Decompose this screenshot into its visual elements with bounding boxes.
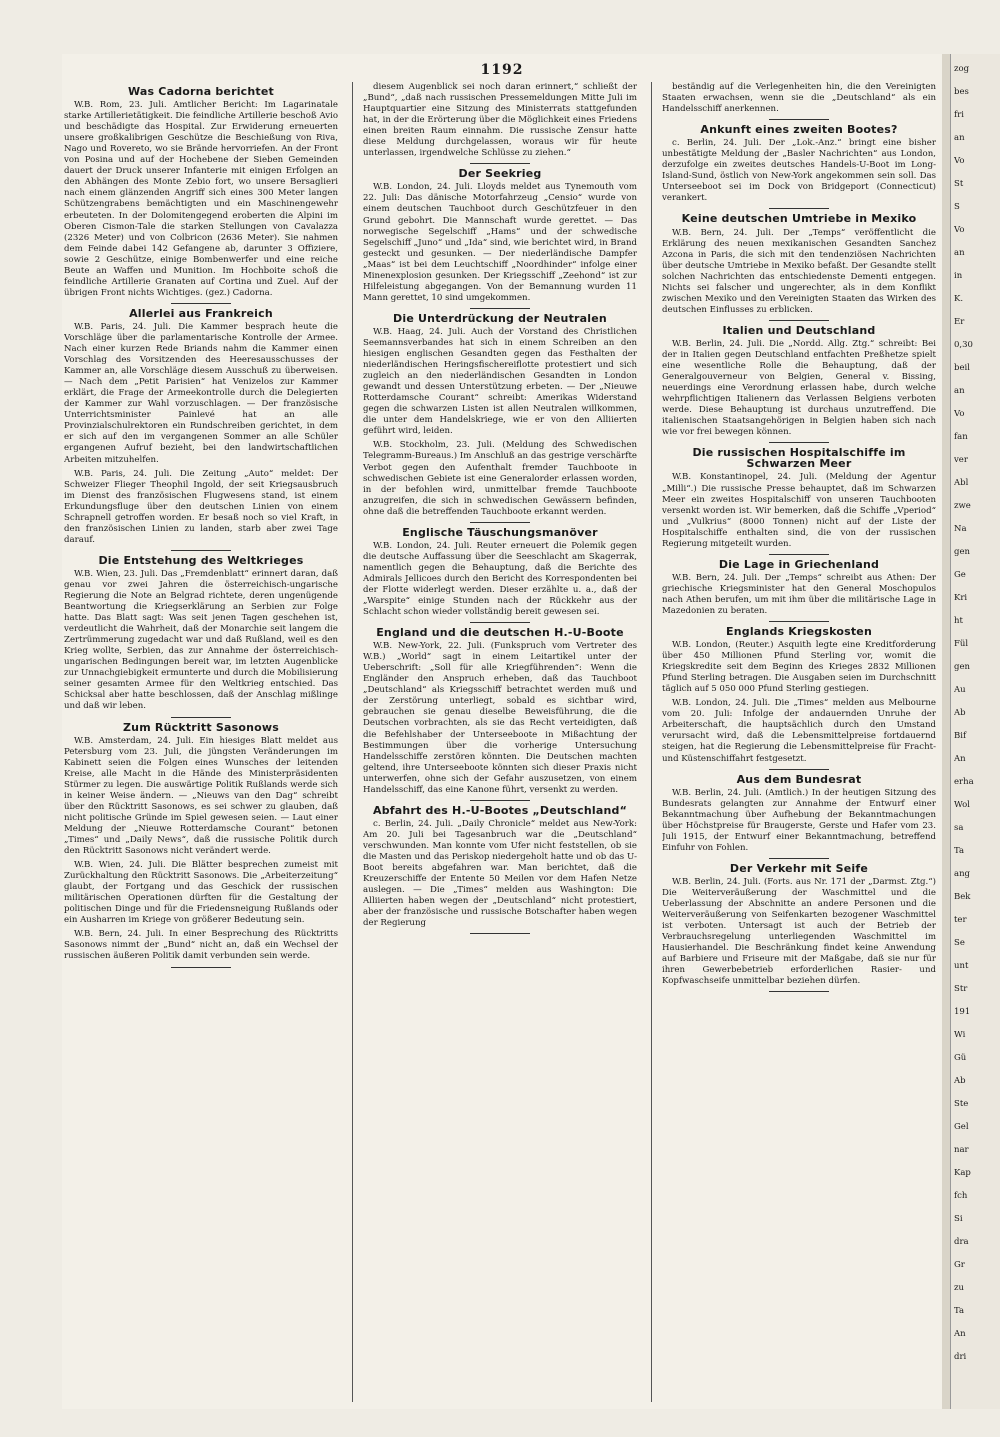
article [662, 774, 936, 859]
strip-fragment: Si [954, 1214, 963, 1224]
column-1 [64, 82, 338, 1402]
strip-fragment: 191 [954, 1007, 971, 1017]
strip-fragment: Gr [954, 1260, 965, 1270]
strip-fragment: ver [954, 455, 968, 465]
article [363, 527, 637, 623]
article-headline: Der Verkehr mit Seife [729, 861, 869, 875]
article-headline: Englands Kriegskosten [726, 625, 872, 639]
article-paragraph: c. Berlin, 24. Juli. Der „Lok.-Anz.“ bringt eine bisher unbestätigte Meldung der „Basler Nachrichten“ aus London, derzufolge ein zweites deutsches Handels-U-Boot im Long-Island-Sund, östlich von New-York angekommen sein soll. Das Unterseeboot sei im Dock von Bridgeport (Connecticut) verankert. [662, 138, 936, 204]
article-headline: Die russischen Hospitalschiffe im Schwarzen Meer [692, 446, 906, 471]
article-paragraph: W.B. Bern, 24. Juli. In einer Besprechung des Rücktritts Sasonows nimmt der „Bund“ nicht an, daß ein Wechsel der russischen äußeren Politik damit verbunden sein werde. [64, 929, 338, 962]
article [64, 86, 338, 304]
article-paragraph: W.B. Berlin, 24. Juli. (Forts. aus Nr. 171 der „Darmst. Ztg.“) Die Weiterveräußerung der Waschmittel und die Ueberlassung der Abschnitte an andere Personen und die Weiterveräußerung von Seifenkarten bezogener Waschmittel ist verboten. Untersagt ist auch der Betrieb der Verbrauchsregelung unterliegenden Waschmittel im Hausierhandel. Die Beschränkung findet keine Anwendung auf Barbiere und Friseure mit der Maßgabe, daß sie nur für ihren Gewerbebetrieb erforderlichen Rasier- und Kopfwaschseife unmittelbar beziehen dürfen. [662, 876, 936, 987]
strip-fragment: zwe [954, 501, 971, 511]
article-headline: Der Seekrieg [458, 167, 542, 181]
article [662, 447, 936, 554]
page-gutter [942, 54, 950, 1409]
column-2 [363, 82, 637, 1402]
strip-fragment: K. [954, 294, 964, 304]
article [662, 626, 936, 770]
article-headline: Italien und Deutschland [722, 323, 876, 337]
article-separator [171, 717, 231, 718]
article-paragraph: W.B. Amsterdam, 24. Juli. Ein hiesiges Blatt meldet aus Petersburg vom 23. Juli, die jüngsten Veränderungen im Kabinett seien die Folgen eines Wunsches der leitenden Kreise, alle Macht in die Hände des Ministerpräsidenten Stürmer zu legen. Die auswärtige Politik Rußlands werde sich in keiner Weise ändern. — „Nieuws van den Dag“ schreibt über den Rücktritt Sasonows, es sei schwer zu glauben, daß nicht politische Gründe im Spiel gewesen seien. — Laut einer Meldung der „Nieuwe Rotterdamsche Courant“ betonen „Times“ und „Daily News“, daß die russische Politik durch den Rücktritt Sasonows nicht verändert werde. [64, 735, 338, 857]
article-paragraph: W.B. London, (Reuter.) Asquith legte eine Kreditforderung über 450 Millionen Pfund Sterling vor, womit die Kriegskredite seit dem Beginn des Krieges 2832 Millionen Pfund Sterling betragen. Die Ausgaben seien im Durchschnitt täglich auf 5 050 000 Pfund Sterling gestiegen. [662, 640, 936, 695]
article-paragraph: W.B. Bern, 24. Juli. Der „Temps“ veröffentlicht die Erklärung des neuen mexikanischen Gesandten Sanchez Azcona in Paris, die sich mit den tendenziösen Nachrichten über deutsche Umtriebe in Mexiko befaßt. Der Gesandte stellt solchen Nachrichten das entschiedenste Dementi entgegen. Nichts sei falscher und ungerechter, als in dem Konflikt zwischen Mexiko und den Vereinigten Staaten das Wirken des deutschen Einflusses zu erblicken. [662, 227, 936, 315]
article-paragraph: W.B. Paris, 24. Juli. Die Kammer besprach heute die Vorschläge über die parlamentarische Kontrolle der Armee. Nach einer kurzen Rede Briands nahm die Kammer einen Vorschlag des Vorsitzenden des Heeresausschusses der Kammer an, alle Vorschläge diesem Ausschuß zu überweisen. — Nach dem „Petit Parisien“ hat Venizelos zur Kammer erklärt, die Frage der Armeekontrolle durch die Delegierten der Kammer zur Wahl vorzuschlagen. — Der französische Unterrichtsminister Painlevé hat an alle Provinzialschulrektoren ein Rundschreiben gerichtet, in dem er sich auf den im vergangenen Sommer an alle Schüler ergangenen Aufruf bezieht, bei den landwirtschaftlichen Arbeiten mitzuhelfen. [64, 321, 338, 465]
article [363, 168, 637, 309]
strip-fragment: in [954, 271, 963, 281]
strip-fragment: Er [954, 317, 965, 327]
strip-fragment: Abl [954, 478, 969, 488]
article-headline: Keine deutschen Umtriebe in Mexiko [681, 212, 917, 226]
article-headline: England und die deutschen H.-U-Boote [376, 626, 624, 640]
strip-fragment: beil [954, 363, 970, 373]
article-headline: Ankunft eines zweiten Bootes? [700, 123, 898, 137]
strip-fragment: zu [954, 1283, 964, 1293]
article-paragraph: W.B. London, 24. Juli. Lloyds meldet aus Tynemouth vom 22. Juli: Das dänische Motorfahrzeug „Censio“ wurde von einem deutschen Tauchboot durch Geschützfeuer in den Grund gebohrt. Die Mannschaft wurde gerettet. — Das norwegische Segelschiff „Hams“ und der schwedische Segelschiff „Juno“ und „Ida“ sind, wie berichtet wird, in Brand gesteckt und gesunken. — Der niederländische Dampfer „Maas“ ist bei dem Leuchtschiff „Noordhinder“ infolge einer Minenexplosion gesunken. Der Kriegsschiff „Zeehond“ ist zur Hilfeleistung abgegangen. Von der Bemannung wurden 11 Mann gerettet, 10 sind umgekommen. [363, 182, 637, 303]
article [64, 308, 338, 551]
strip-fragment: Kap [954, 1168, 971, 1178]
article [363, 805, 637, 935]
strip-fragment: an [954, 248, 965, 258]
strip-fragment: sa [954, 823, 964, 833]
article-separator [171, 550, 231, 551]
strip-fragment: Fül [954, 639, 969, 649]
strip-fragment: an [954, 386, 965, 396]
article-paragraph: beständig auf die Verlegenheiten hin, die den Vereinigten Staaten erwachsen, wenn sie die „Deutschland“ als ein Handelsschiff anerkennen. [662, 82, 936, 115]
article-separator [470, 308, 530, 309]
strip-fragment: Ge [954, 570, 966, 580]
article-headline: Die Unterdrückung der Neutralen [393, 311, 607, 325]
article-separator [470, 622, 530, 623]
article-separator [769, 554, 829, 555]
strip-fragment: Ta [954, 1306, 965, 1316]
article-separator [470, 933, 530, 934]
strip-fragment: Ab [954, 1076, 966, 1086]
strip-fragment: Ta [954, 846, 965, 856]
article-separator [769, 119, 829, 120]
strip-fragment: Gü [954, 1053, 967, 1063]
article [363, 313, 637, 523]
article [363, 82, 637, 164]
strip-fragment: gen [954, 662, 970, 672]
strip-fragment: dri [954, 1352, 967, 1362]
page-number: 1192 [480, 62, 524, 78]
article-paragraph: W.B. Paris, 24. Juli. Die Zeitung „Auto“ meldet: Der Schweizer Flieger Theophil Ingold, der seit Kriegsausbruch im Dienst des französischen Flugwesens stand, ist einem Erkundungsfluge über den deutschen Linien von einem Schrapnell getroffen worden. Er besaß noch so viel Kraft, in den französischen Linien zu landen, starb aber zwei Tage darauf. [64, 468, 338, 545]
article [64, 722, 338, 968]
strip-fragment: Wol [954, 800, 970, 810]
article-separator [769, 442, 829, 443]
strip-fragment: Bek [954, 892, 971, 902]
article [662, 325, 936, 443]
article-separator [470, 522, 530, 523]
article-headline: Die Lage in Griechenland [718, 557, 880, 571]
article-paragraph: diesem Augenblick sei noch daran erinnert,“ schließt der „Bund“, „daß nach russischen Pressemeldungen Mitte Juli im Hauptquartier eine Sitzung des Ministerrats stattgefunden hat, in der die Erörterung über die Möglichkeit eines Friedens einen breiten Raum einnahm. Die russische Zensur hatte diese Meldung durchgelassen, woraus wir für heute unterlassen, irgendwelche Schlüsse zu ziehen.“ [363, 82, 637, 159]
strip-fragment: Str [954, 984, 968, 994]
article [64, 555, 338, 718]
strip-fragment: fri [954, 110, 964, 120]
article-headline: Aus dem Bundesrat [736, 772, 862, 786]
strip-fragment: fch [954, 1191, 968, 1201]
strip-fragment: fan [954, 432, 968, 442]
column-3 [662, 82, 936, 1402]
column-rule [352, 82, 353, 1402]
article-paragraph: W.B. Bern, 24. Juli. Der „Temps“ schreibt aus Athen: Der griechische Kriegsminister hat den General Moschopulos nach Athen berufen, um mit ihm über die militärische Lage in Mazedonien zu beraten. [662, 572, 936, 616]
column-rule [651, 82, 652, 1402]
article-headline: Allerlei aus Frankreich [129, 306, 273, 320]
article-separator [769, 208, 829, 209]
strip-fragment: Vo [954, 409, 965, 419]
newspaper-page [62, 54, 942, 1409]
article-paragraph: W.B. New-York, 22. Juli. (Funkspruch vom Vertreter des W.B.) „World“ sagt in einem Leitartikel unter der Ueberschrift: „Soll für alle Kriegführenden“: Wenn die Engländer den Anspruch erheben, daß das Tauchboot „Deutschland“ als Kriegsschiff betrachtet werden muß und der Zerstörung unterliegt, sobald es sichtbar wird, gebrauchen sie genau dieselbe Beweisführung, die die Deutschen vorbrachten, als sie das Recht verteidigten, daß die Befehlshaber der Unterseeboote in Mißachtung der Bestimmungen über die vorherige Untersuchung Handelsschiffe zerstören könnten. Die Deutschen machten geltend, ihre Unterseeboote könnten sich dieser Praxis nicht unterwerfen, ohne sich der Gefahr auszusetzen, von einem Handelsschiff, das eine Kanone führt, versenkt zu werden. [363, 641, 637, 795]
article-separator [470, 163, 530, 164]
strip-fragment: St [954, 179, 964, 189]
article-paragraph: W.B. London, 24. Juli. Reuter erneuert die Polemik gegen die deutsche Auffassung über die Seeschlacht am Skagerrak, namentlich gegen die Behauptung, daß die Berichte des Admirals Jellicoes durch den Bericht des Korrespondenten bei der Flotte widerlegt werden. Dieser erzählte u. a., daß der „Warspite“ einige Stunden nach der Rückkehr aus der Schlacht schon wieder vollständig bereit gewesen sei. [363, 540, 637, 618]
strip-fragment: Gel [954, 1122, 969, 1132]
strip-fragment: Vo [954, 225, 965, 235]
article [363, 627, 637, 801]
article-paragraph: W.B. Berlin, 24. Juli. (Amtlich.) In der heutigen Sitzung des Bundesrats gelangten zur Annahme der Entwurf einer Bekanntmachung über Aufhebung der Bekanntmachungen über Höchstpreise für Braugerste, Gerste und Hafer vom 23. Juli 1915, der Entwurf einer Bekanntmachung, betreffend Einfuhr von Fohlen. [662, 787, 936, 853]
article-paragraph: W.B. Konstantinopel, 24. Juli. (Meldung der Agentur „Milli“.) Die russische Presse behauptet, daß im Schwarzen Meer ein zweites Hospitalschiff von unseren Tauchbooten versenkt worden ist. Wir bemerken, daß die Schiffe „Vperiod“ und „Vulkrius“ (8000 Tonnen) nicht auf der Liste der Hospitalschiffe enthalten sind, die von der russischen Regierung mitgeteilt wurden. [662, 472, 936, 549]
article-paragraph: W.B. Wien, 23. Juli. Das „Fremdenblatt“ erinnert daran, daß genau vor zwei Jahren die österreichisch-ungarische Regierung die Note an Belgrad richtete, deren ungenügende Beantwortung die Kriegserklärung an Serbien zur Folge hatte. Das Blatt sagt: Was seit jenen Tagen geschehen ist, verdeutlicht die Wahrheit, daß der Monarchie seit langem die Zertrümmerung zugedacht war und daß Rußland, weil es den Krieg wollte, Serbien, das zur Annahme der österreichisch-ungarischen Bedingungen bereit war, im letzten Augenblicke zur Unnachgiebigkeit ermunterte und durch die Mobilisierung seiner gesamten Armee für den Weltkrieg entschied. Das Schicksal aber hatte beschlossen, daß der Anschlag mißlinge und daß wir leben. [64, 568, 338, 712]
article-headline: Englische Täuschungsmanöver [402, 525, 598, 539]
article-separator [769, 320, 829, 321]
strip-fragment: unt [954, 961, 969, 971]
strip-fragment: 0,30 [954, 340, 973, 350]
strip-fragment: ht [954, 616, 963, 626]
strip-fragment: Ste [954, 1099, 969, 1109]
strip-fragment: An [954, 754, 966, 764]
article-headline: Zum Rücktritt Sasonows [123, 720, 279, 734]
strip-fragment: bes [954, 87, 969, 97]
article [662, 213, 936, 320]
strip-fragment: ter [954, 915, 967, 925]
strip-fragment: Bif [954, 731, 967, 741]
article-headline: Abfahrt des H.-U-Bootes „Deutschland“ [372, 803, 628, 817]
strip-fragment: Ab [954, 708, 966, 718]
article-separator [769, 858, 829, 859]
strip-fragment: gen [954, 547, 970, 557]
strip-fragment: Vo [954, 156, 965, 166]
article-separator [470, 800, 530, 801]
strip-fragment: Au [954, 685, 966, 695]
article [662, 82, 936, 120]
strip-fragment: erha [954, 777, 974, 787]
article [662, 559, 936, 622]
strip-fragment: ang [954, 869, 970, 879]
strip-fragment: Wi [954, 1030, 966, 1040]
strip-fragment: An [954, 1329, 966, 1339]
article-headline: Was Cadorna berichtet [127, 85, 275, 98]
article-headline: Die Entstehung des Weltkrieges [98, 553, 304, 567]
article-paragraph: W.B. Rom, 23. Juli. Amtlicher Bericht: Im Lagarinatale starke Artillerietätigkeit. Die feindliche Artillerie beschoß Avio und beschädigte das Hospital. Zur Erwiderung erneuerten unsere großkalibrigen Geschütze die Beschießung von Riva, Nago und Rovereto, wo sie Brände hervorriefen. An der Front von Posina und auf der Hochebene der Sieben Gemeinden dauert der Druck unserer Infanterie mit einigen Erfolgen an den Abhängen des Monte Zebio fort, wo unsere Bersaglieri nach einem glänzenden Angriff sich eines 300 Meter langen Schützengrabens bemächtigten und ein Maschinengewehr erbeuteten. In der Dolomitengegend eroberten die Alpini im Oberen Cismon-Tale die starken Stellungen von Cavalazza (2326 Meter) und von Colbricon (2636 Meter). Sie nahmen dem Feinde dabei 142 Gefangene ab, darunter 3 Offiziere, sowie 2 Geschütze, einige Bombenwerfer und eine reiche Beute an Waffen und Munition. Im Hochboite schoß die feindliche Artillerie Granaten auf Cortina und Zuel. Auf der übrigen Front nichts Wichtiges. (gez.) Cadorna. [64, 100, 338, 298]
article [662, 124, 936, 209]
strip-fragment: S [954, 202, 960, 212]
strip-fragment: an [954, 133, 965, 143]
adjacent-page-strip [950, 54, 1000, 1409]
article-separator [769, 991, 829, 992]
strip-fragment: Se [954, 938, 965, 948]
article-separator [171, 303, 231, 304]
strip-fragment: nar [954, 1145, 969, 1155]
article-separator [769, 621, 829, 622]
strip-fragment: Kri [954, 593, 968, 603]
article-separator [769, 769, 829, 770]
article-paragraph: W.B. Stockholm, 23. Juli. (Meldung des Schwedischen Telegramm-Bureaus.) Im Anschluß an das gestrige verschärfte Verbot gegen den Aufenthalt fremder Tauchboote in schwedischen Gebiete ist eine Generalorder erlassen worden, in der befohlen wird, unmittelbar fremde Tauchboote anzugreifen, die sich in schwedischen Gewässern befinden, ohne daß die betreffenden Tauchboote erkannt werden. [363, 440, 637, 517]
article-paragraph: W.B. London, 24. Juli. Die „Times“ melden aus Melbourne vom 20. Juli: Infolge der andauernden Unruhe der Arbeiterschaft, die hauptsächlich durch den Umstand verursacht wird, daß die Lebensmittelpreise fortdauernd steigen, hat die Regierung die Lebensmittelpreise für Fracht- und Küstenschiffahrt festgesetzt. [662, 698, 936, 764]
strip-fragment: zog [954, 64, 970, 74]
article-paragraph: W.B. Wien, 24. Juli. Die Blätter besprechen zumeist mit Zurückhaltung den Rücktritt Sasonows. Die „Arbeiterzeitung“ glaubt, der Fortgang und das Geschick der russischen militärischen Operationen dürften für die Gestaltung der politischen Dinge und für die Friedensneigung Rußlands oder ein Ausharren im Kriege von größerer Bedeutung sein. [64, 860, 338, 926]
article-paragraph: W.B. Berlin, 24. Juli. Die „Nordd. Allg. Ztg.“ schreibt: Bei der in Italien gegen Deutschland entfachten Preßhetze spielt eine wesentliche Rolle die Behauptung, daß der Generalgouverneur von Belgien, General v. Bissing, neuerdings eine Verordnung erlassen habe, durch welche wehrpflichtigen Italienern das Verlassen Belgiens verboten werde. Diese Behauptung ist durchaus unzutreffend. Die italienischen Staatsangehörigen in Belgien haben sich nach wie vor frei bewegen können. [662, 338, 936, 438]
strip-fragment: dra [954, 1237, 969, 1247]
article [662, 863, 936, 993]
article-separator [171, 967, 231, 968]
article-paragraph: W.B. Haag, 24. Juli. Auch der Vorstand des Christlichen Seemannsverbandes hat sich in einem Schreiben an den hiesigen englischen Gesandten gegen das Festhalten der niederländischen Heringsfischereiflotte protestiert und sich zugleich an den niederländischen Gesandten in London gewandt und dessen Unterstützung erbeten. — Der „Nieuwe Rotterdamsche Courant“ schreibt: Amerikas Widerstand gegen die schwarzen Listen ist allen Neutralen willkommen, die unter dem Handelskriege, wie er von den Alliierten geführt wird, leiden. [363, 326, 637, 437]
article-paragraph: c. Berlin, 24. Juli. „Daily Chronicle“ meldet aus New-York: Am 20. Juli bei Tagesanbruch war die „Deutschland“ verschwunden. Man konnte vom Ufer nicht feststellen, ob sie die Masten und das Periskop niedergeholt hatte und ob das U-Boot bereits abgefahren war. Man berichtet, daß die Kreuzerschiffe der Entente 50 Meilen vor dem Hafen Netze auslegen. — Die „Times“ melden aus Washington: Die Alliierten haben wegen der „Deutschland“ nicht protestiert, aber der französische und russische Botschafter haben wegen der Regierung [363, 818, 637, 929]
strip-fragment: Na [954, 524, 967, 534]
